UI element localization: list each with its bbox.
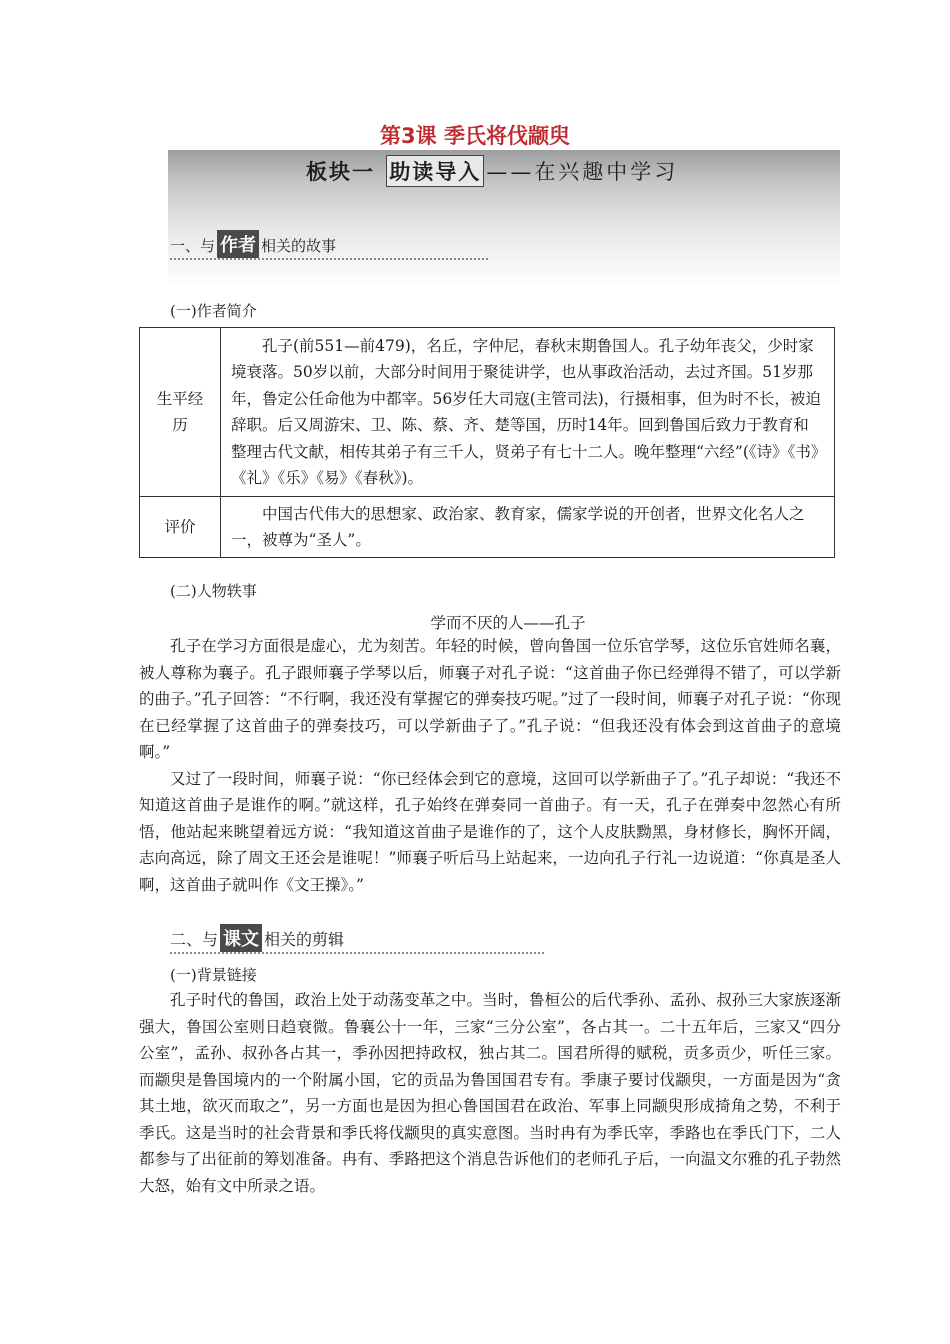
table-content-life: 孔子(前551—前479)，名丘，字仲尼，春秋末期鲁国人。孔子幼年丧父，少时家境衰落。50岁以前，大部分时间用于聚徒讲学，也从事政治活动，去过齐国。51岁那年，鲁定公任命他为中都宰。56岁任大司寇(主管司法)，行摄相事，但为时不长，被迫辞职。后又周游宋、卫、陈、蔡、齐、楚等国，历时14年。回到鲁国后致力于教育和整理古代文献，相传其弟子有三千人，贤弟子有七十二人。晚年整理“六经”(《诗》《书》《礼》《乐》《易》《春秋》)。 [221, 328, 835, 497]
story-paragraph: 又过了一段时间，师襄子说：“你已经体会到它的意境，这回可以学新曲子了。”孔子却说：“我还不知道这首曲子是谁作的啊。”就这样，孔子始终在弹奏同一首曲子。有一天，孔子在弹奏中忽然心有所悟，他站起来眺望着远方说：“我知道这首曲子是谁作的了，这个人皮肤黝黑，身材修长，胸怀开阔，志向高远，除了周文王还会是谁呢！”师襄子听后马上站起来，一边向孔子行礼一边说道：“你真是圣人啊，这首曲子就叫作《文王操》。” [139, 769, 841, 894]
table-label-evaluation: 评价 [140, 497, 221, 558]
section-heading-author [170, 230, 336, 258]
section-heading-highlight: 作者 [217, 230, 259, 258]
table-row [140, 497, 835, 558]
subsection-heading-background: (一)背景链接 [170, 966, 257, 984]
background-paragraph: 孔子时代的鲁国，政治上处于动荡变革之中。当时，鲁桓公的后代季孙、孟孙、叔孙三大家族逐渐强大，鲁国公室则日趋衰微。鲁襄公十一年，三家“三分公室”，各占其一。二十五年后，三家又“四分公室”，孟孙、叔孙各占其一，季孙因把持政权，独占其二。国君所得的赋税，贡多贡少，听任三家。而颛臾是鲁国境内的一个附属小国，它的贡品为鲁国国君专有。季康子要讨伐颛臾，一方面是因为“贪其土地，欲灭而取之”，另一方面也是因为担心鲁国国君在政治、军事上同颛臾形成掎角之势，不利于季氏。这是当时的社会背景和季氏将伐颛臾的真实意图。当时冉有为季氏宰，季路也在季氏门下，二人都参与了出征前的筹划准备。冉有、季路把这个消息告诉他们的老师孔子后，一向温文尔雅的孔子勃然大怒，始有文中所录之语。 [139, 991, 841, 1195]
author-bio-table [139, 327, 835, 558]
dotted-divider [170, 258, 488, 260]
table-content-evaluation: 中国古代伟大的思想家、政治家、教育家，儒家学说的开创者，世界文化名人之一，被尊为“圣人”。 [221, 497, 835, 558]
section-heading-text [170, 924, 344, 952]
banner-prefix: 板块一 [306, 160, 375, 184]
page-title: 第3课 季氏将伐颛臾 [380, 124, 570, 148]
table-row [140, 328, 835, 497]
table-label-life: 生平经历 [140, 328, 221, 497]
section-heading-prefix: 二、与 [170, 930, 219, 949]
background-body [139, 987, 841, 1199]
story-title: 学而不厌的人——孔子 [430, 614, 586, 632]
banner-suffix: ——在兴趣中学习 [486, 160, 679, 184]
subsection-heading-intro: (一)作者简介 [170, 302, 257, 320]
story-paragraph: 孔子在学习方面很是虚心，尤为刻苦。年轻的时候，曾向鲁国一位乐官学琴，这位乐官姓师名襄，被人尊称为襄子。孔子跟师襄子学琴以后，师襄子对孔子说：“这首曲子你已经弹得不错了，可以学新的曲子。”孔子回答：“不行啊，我还没有掌握它的弹奏技巧呢。”过了一段时间，师襄子对孔子说：“你现在已经掌握了这首曲子的弹奏技巧，可以学新曲子了。”孔子说：“但我还没有体会到这首曲子的意境啊。” [139, 637, 841, 761]
section-heading-suffix: 相关的剪辑 [264, 930, 345, 949]
banner-title [306, 155, 678, 187]
section-heading-suffix: 相关的故事 [261, 237, 337, 255]
banner-highlight: 助读导入 [386, 155, 484, 187]
section-heading-highlight: 课文 [220, 924, 262, 952]
section-heading-prefix: 一、与 [170, 237, 216, 255]
subsection-heading-anecdote: (二)人物轶事 [170, 582, 257, 600]
dotted-divider [170, 952, 544, 954]
story-body [139, 633, 841, 898]
